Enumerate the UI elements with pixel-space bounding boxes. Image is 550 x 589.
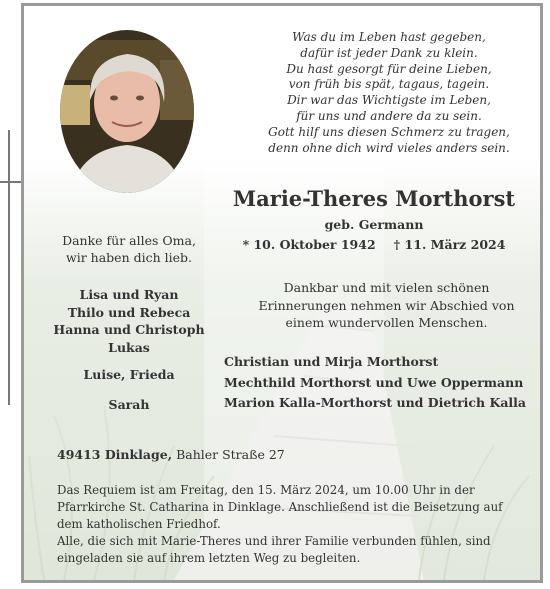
grandchild: Lisa und Ryan [79,287,179,302]
requiem-line: Pfarrkirche St. Catharina in Dinklage. Anschließend ist die Beisetzung auf [57,500,503,514]
farewell-text [239,279,534,332]
decorative-line [0,181,21,183]
family-member: Mechthild Morthorst und Uwe Oppermann [224,374,524,390]
family-member: Marion Kalla-Morthorst und Dietrich Kalla [224,395,527,410]
portrait-photo [60,30,194,193]
thanks-line: wir haben dich lieb. [66,250,192,265]
poem-line: Was du im Leben hast gegeben, [292,30,486,44]
poem-line: von früh bis spät, tagaus, tagein. [288,77,490,92]
grandchild: Luise, Frieda [83,367,175,382]
grandchild: Hanna und Christoph [53,322,205,337]
obituary-card [21,3,543,583]
grandchild: Lukas [108,339,150,355]
requiem-line: Alle, die sich mit Marie-Theres und ihrer Familie verbunden fühlen, sind [57,534,491,548]
death-date: † 11. März 2024 [393,237,506,252]
decorative-line-vertical [8,130,10,405]
farewell-line: Dankbar und mit vielen schönen [283,280,490,295]
grandchildren-thanks [49,232,209,266]
grandchildren-list [49,286,209,413]
requiem-line: Das Requiem ist am Freitag, den 15. März 2024, um 10.00 Uhr in der [57,483,475,497]
requiem-line: dem katholischen Friedhof. [57,517,221,531]
birth-date: * 10. Oktober 1942 [242,237,376,252]
poem-line: dafür ist jeder Dank zu klein. [300,45,478,60]
maiden-name: geb. Germann [324,217,424,232]
address [57,447,285,462]
address-city: 49413 Dinklage, [57,447,173,462]
grandchild: Thilo und Rebeca [67,304,191,320]
deceased-name: Marie-Theres Morthorst [232,186,516,211]
grandchild: Sarah [108,396,150,412]
family-list [224,352,527,414]
address-street: Bahler Straße 27 [176,447,285,462]
thanks-line: Danke für alles Oma, [62,233,196,248]
farewell-line: einem wundervollen Menschen. [285,315,488,330]
life-dates [214,237,534,252]
poem-line: denn ohne dich wird vieles anders sein. [268,140,510,155]
poem-line: Gott hilf uns diesen Schmerz zu tragen, [268,124,510,139]
farewell-line: Erinnerungen nehmen wir Abschied von [258,297,515,313]
requiem-line: eingeladen sie auf ihrem letzten Weg zu begleiten. [57,551,361,565]
requiem-info [57,482,527,567]
poem-line: für uns und andere da zu sein. [296,108,482,123]
family-member: Christian und Mirja Morthorst [224,354,439,369]
poem-line: Dir war das Wichtigste im Leben, [287,93,491,108]
poem-line: Du hast gesorgt für deine Lieben, [286,61,492,76]
poem [244,30,534,156]
